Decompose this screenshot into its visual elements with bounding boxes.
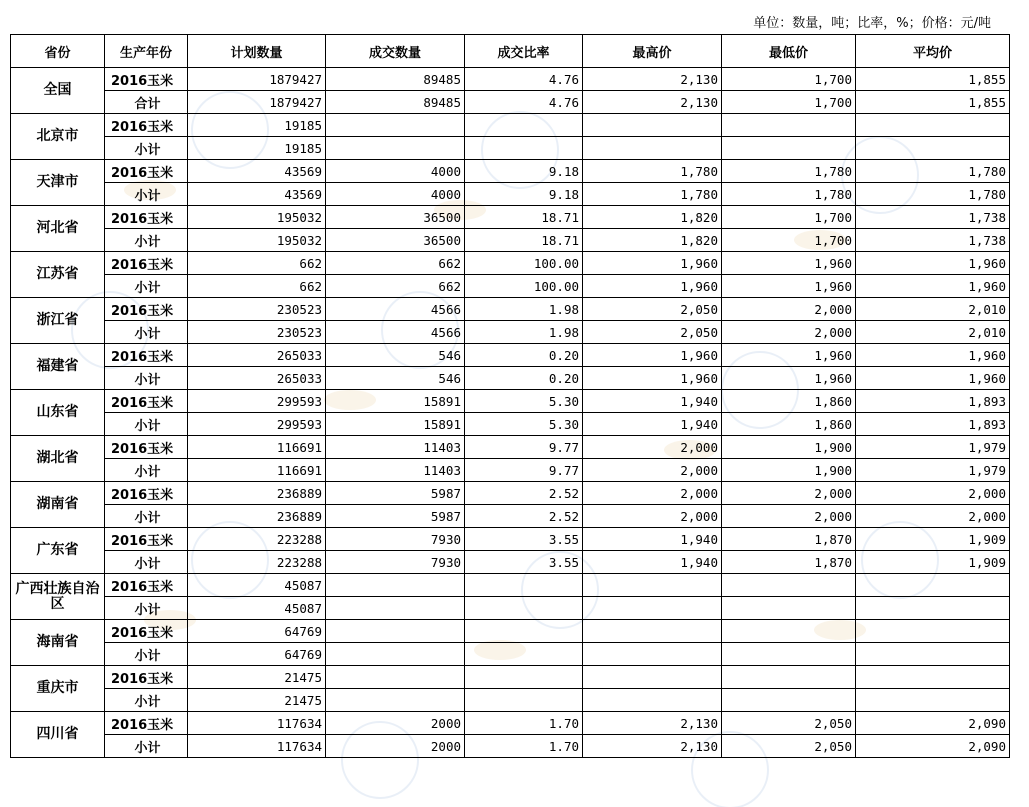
value-cell: 3.55	[465, 528, 583, 551]
value-cell: 1,780	[722, 160, 856, 183]
header-planned: 计划数量	[188, 35, 326, 68]
value-cell: 236889	[188, 482, 326, 505]
value-cell: 19185	[188, 137, 326, 160]
value-cell	[856, 597, 1010, 620]
value-cell: 1,979	[856, 436, 1010, 459]
value-cell	[326, 689, 465, 712]
year-cell: 2016玉米	[105, 574, 188, 597]
table-row	[11, 620, 1010, 643]
year-cell: 小计	[105, 459, 188, 482]
year-cell: 2016玉米	[105, 114, 188, 137]
value-cell: 1,979	[856, 459, 1010, 482]
value-cell: 2,130	[583, 68, 722, 91]
year-cell: 2016玉米	[105, 390, 188, 413]
value-cell: 2.52	[465, 482, 583, 505]
value-cell: 1.98	[465, 298, 583, 321]
province-cell: 四川省	[11, 712, 105, 758]
value-cell: 1,738	[856, 206, 1010, 229]
year-cell: 小计	[105, 505, 188, 528]
value-cell: 1,780	[856, 160, 1010, 183]
value-cell: 662	[326, 252, 465, 275]
value-cell: 1,960	[856, 252, 1010, 275]
header-traded: 成交数量	[326, 35, 465, 68]
value-cell: 2,000	[856, 482, 1010, 505]
value-cell: 1,960	[722, 252, 856, 275]
value-cell	[583, 643, 722, 666]
value-cell	[722, 574, 856, 597]
value-cell: 1,820	[583, 229, 722, 252]
value-cell: 1879427	[188, 91, 326, 114]
value-cell: 89485	[326, 68, 465, 91]
value-cell	[326, 574, 465, 597]
value-cell: 21475	[188, 666, 326, 689]
value-cell: 45087	[188, 597, 326, 620]
year-cell: 小计	[105, 229, 188, 252]
value-cell: 1,960	[583, 275, 722, 298]
value-cell	[856, 574, 1010, 597]
value-cell	[722, 620, 856, 643]
province-cell: 海南省	[11, 620, 105, 666]
year-cell: 小计	[105, 275, 188, 298]
province-cell: 河北省	[11, 206, 105, 252]
value-cell	[465, 137, 583, 160]
value-cell	[722, 137, 856, 160]
value-cell: 1,900	[722, 436, 856, 459]
value-cell: 2,130	[583, 712, 722, 735]
value-cell: 1,780	[583, 183, 722, 206]
value-cell: 0.20	[465, 367, 583, 390]
year-cell: 2016玉米	[105, 482, 188, 505]
value-cell	[856, 666, 1010, 689]
value-cell: 299593	[188, 413, 326, 436]
value-cell	[465, 643, 583, 666]
value-cell: 1,960	[583, 252, 722, 275]
value-cell: 9.77	[465, 436, 583, 459]
year-cell: 2016玉米	[105, 68, 188, 91]
value-cell: 1879427	[188, 68, 326, 91]
value-cell: 4.76	[465, 68, 583, 91]
value-cell	[583, 689, 722, 712]
value-cell: 3.55	[465, 551, 583, 574]
value-cell	[583, 114, 722, 137]
value-cell: 1,960	[722, 344, 856, 367]
header-avg-price: 平均价	[856, 35, 1010, 68]
header-ratio: 成交比率	[465, 35, 583, 68]
value-cell: 1,940	[583, 551, 722, 574]
value-cell: 2,050	[722, 712, 856, 735]
table-row	[11, 321, 1010, 344]
table-row	[11, 275, 1010, 298]
value-cell: 2,130	[583, 91, 722, 114]
value-cell: 1,738	[856, 229, 1010, 252]
value-cell: 2,000	[583, 505, 722, 528]
value-cell: 236889	[188, 505, 326, 528]
value-cell	[465, 574, 583, 597]
value-cell: 1,870	[722, 551, 856, 574]
header-max-price: 最高价	[583, 35, 722, 68]
province-cell: 福建省	[11, 344, 105, 390]
value-cell	[326, 137, 465, 160]
value-cell: 195032	[188, 229, 326, 252]
header-province: 省份	[11, 35, 105, 68]
value-cell	[856, 114, 1010, 137]
value-cell: 9.77	[465, 459, 583, 482]
value-cell: 1,700	[722, 206, 856, 229]
value-cell: 5987	[326, 482, 465, 505]
value-cell: 15891	[326, 390, 465, 413]
table-row	[11, 68, 1010, 91]
table-row	[11, 413, 1010, 436]
value-cell: 15891	[326, 413, 465, 436]
value-cell: 1,960	[856, 344, 1010, 367]
value-cell: 2,010	[856, 298, 1010, 321]
table-row	[11, 459, 1010, 482]
year-cell: 2016玉米	[105, 298, 188, 321]
value-cell: 2,000	[722, 321, 856, 344]
value-cell: 2,000	[722, 505, 856, 528]
value-cell: 1,940	[583, 413, 722, 436]
year-cell: 2016玉米	[105, 436, 188, 459]
value-cell: 45087	[188, 574, 326, 597]
value-cell: 100.00	[465, 252, 583, 275]
header-row	[11, 35, 1010, 68]
value-cell: 18.71	[465, 206, 583, 229]
year-cell: 2016玉米	[105, 206, 188, 229]
value-cell: 1,909	[856, 528, 1010, 551]
table-row	[11, 114, 1010, 137]
province-cell: 湖北省	[11, 436, 105, 482]
value-cell: 1,855	[856, 68, 1010, 91]
year-cell: 小计	[105, 321, 188, 344]
value-cell	[722, 643, 856, 666]
province-cell: 江苏省	[11, 252, 105, 298]
table-row	[11, 390, 1010, 413]
value-cell: 1,960	[583, 367, 722, 390]
province-cell: 山东省	[11, 390, 105, 436]
year-cell: 2016玉米	[105, 160, 188, 183]
value-cell	[583, 574, 722, 597]
value-cell: 36500	[326, 206, 465, 229]
table-row	[11, 298, 1010, 321]
value-cell: 195032	[188, 206, 326, 229]
value-cell: 1,780	[856, 183, 1010, 206]
year-cell: 小计	[105, 643, 188, 666]
value-cell: 1,820	[583, 206, 722, 229]
value-cell: 2,000	[583, 436, 722, 459]
value-cell: 5.30	[465, 413, 583, 436]
year-cell: 小计	[105, 597, 188, 620]
year-cell: 2016玉米	[105, 620, 188, 643]
value-cell: 4566	[326, 298, 465, 321]
value-cell: 1,893	[856, 413, 1010, 436]
value-cell: 1,855	[856, 91, 1010, 114]
value-cell: 1.98	[465, 321, 583, 344]
value-cell: 2,000	[583, 459, 722, 482]
value-cell	[856, 620, 1010, 643]
province-cell: 全国	[11, 68, 105, 114]
value-cell	[583, 666, 722, 689]
value-cell: 1.70	[465, 712, 583, 735]
value-cell	[326, 620, 465, 643]
value-cell	[722, 666, 856, 689]
table-row	[11, 367, 1010, 390]
value-cell: 100.00	[465, 275, 583, 298]
value-cell: 2000	[326, 735, 465, 758]
table-row	[11, 91, 1010, 114]
year-cell: 小计	[105, 551, 188, 574]
value-cell: 2,050	[583, 321, 722, 344]
value-cell: 265033	[188, 367, 326, 390]
value-cell: 7930	[326, 551, 465, 574]
grain-auction-table	[10, 34, 1010, 758]
value-cell: 2000	[326, 712, 465, 735]
province-cell: 湖南省	[11, 482, 105, 528]
value-cell: 43569	[188, 183, 326, 206]
value-cell: 11403	[326, 459, 465, 482]
table-body	[11, 68, 1010, 758]
value-cell: 230523	[188, 298, 326, 321]
value-cell: 64769	[188, 643, 326, 666]
province-cell: 广东省	[11, 528, 105, 574]
value-cell: 1,700	[722, 68, 856, 91]
value-cell: 9.18	[465, 183, 583, 206]
value-cell	[465, 666, 583, 689]
value-cell: 2,050	[722, 735, 856, 758]
year-cell: 2016玉米	[105, 528, 188, 551]
value-cell: 1,860	[722, 390, 856, 413]
table-row	[11, 482, 1010, 505]
value-cell	[722, 114, 856, 137]
value-cell: 2,090	[856, 735, 1010, 758]
value-cell	[326, 643, 465, 666]
value-cell: 1.70	[465, 735, 583, 758]
value-cell: 19185	[188, 114, 326, 137]
value-cell	[856, 689, 1010, 712]
value-cell: 546	[326, 344, 465, 367]
table-row	[11, 436, 1010, 459]
table-row	[11, 344, 1010, 367]
value-cell	[583, 620, 722, 643]
value-cell: 1,940	[583, 528, 722, 551]
value-cell: 36500	[326, 229, 465, 252]
value-cell	[326, 666, 465, 689]
value-cell: 116691	[188, 459, 326, 482]
value-cell: 1,700	[722, 91, 856, 114]
table-row	[11, 597, 1010, 620]
value-cell: 2,050	[583, 298, 722, 321]
value-cell: 1,909	[856, 551, 1010, 574]
value-cell: 4000	[326, 183, 465, 206]
value-cell: 223288	[188, 528, 326, 551]
value-cell	[722, 689, 856, 712]
value-cell: 1,940	[583, 390, 722, 413]
value-cell: 2,000	[583, 482, 722, 505]
value-cell	[326, 597, 465, 620]
value-cell: 2,130	[583, 735, 722, 758]
table-row	[11, 689, 1010, 712]
year-cell: 合计	[105, 91, 188, 114]
value-cell: 1,960	[583, 344, 722, 367]
value-cell: 230523	[188, 321, 326, 344]
year-cell: 小计	[105, 735, 188, 758]
value-cell: 1,960	[722, 275, 856, 298]
year-cell: 2016玉米	[105, 344, 188, 367]
year-cell: 小计	[105, 183, 188, 206]
value-cell: 117634	[188, 735, 326, 758]
table-row	[11, 505, 1010, 528]
value-cell	[722, 597, 856, 620]
value-cell	[326, 114, 465, 137]
value-cell: 4566	[326, 321, 465, 344]
table-row	[11, 229, 1010, 252]
value-cell: 1,960	[722, 367, 856, 390]
year-cell: 小计	[105, 367, 188, 390]
table-row	[11, 137, 1010, 160]
value-cell: 265033	[188, 344, 326, 367]
value-cell: 662	[188, 275, 326, 298]
value-cell: 1,700	[722, 229, 856, 252]
value-cell: 1,870	[722, 528, 856, 551]
header-min-price: 最低价	[722, 35, 856, 68]
value-cell: 1,860	[722, 413, 856, 436]
province-cell: 天津市	[11, 160, 105, 206]
value-cell: 2,000	[856, 505, 1010, 528]
table-row	[11, 574, 1010, 597]
table-row	[11, 528, 1010, 551]
value-cell: 2,000	[722, 298, 856, 321]
value-cell: 223288	[188, 551, 326, 574]
value-cell: 1,780	[722, 183, 856, 206]
value-cell: 2,010	[856, 321, 1010, 344]
table-row	[11, 252, 1010, 275]
value-cell: 18.71	[465, 229, 583, 252]
table-row	[11, 206, 1010, 229]
value-cell: 0.20	[465, 344, 583, 367]
year-cell: 小计	[105, 689, 188, 712]
year-cell: 2016玉米	[105, 666, 188, 689]
value-cell: 64769	[188, 620, 326, 643]
value-cell	[583, 137, 722, 160]
value-cell: 1,893	[856, 390, 1010, 413]
province-cell: 重庆市	[11, 666, 105, 712]
value-cell: 546	[326, 367, 465, 390]
value-cell	[465, 114, 583, 137]
table-row	[11, 666, 1010, 689]
table-row	[11, 160, 1010, 183]
header-year: 生产年份	[105, 35, 188, 68]
value-cell: 43569	[188, 160, 326, 183]
year-cell: 小计	[105, 413, 188, 436]
province-cell: 北京市	[11, 114, 105, 160]
value-cell: 2,090	[856, 712, 1010, 735]
province-cell: 广西壮族自治区	[11, 574, 105, 620]
value-cell	[465, 597, 583, 620]
value-cell	[583, 597, 722, 620]
value-cell: 4000	[326, 160, 465, 183]
unit-note: 单位：数量，吨；比率，%；价格：元/吨	[753, 16, 991, 31]
value-cell: 1,900	[722, 459, 856, 482]
value-cell: 5987	[326, 505, 465, 528]
table-row	[11, 735, 1010, 758]
year-cell: 2016玉米	[105, 252, 188, 275]
value-cell: 7930	[326, 528, 465, 551]
table-row	[11, 643, 1010, 666]
value-cell: 2,000	[722, 482, 856, 505]
value-cell: 5.30	[465, 390, 583, 413]
value-cell: 1,960	[856, 275, 1010, 298]
value-cell: 1,960	[856, 367, 1010, 390]
value-cell: 21475	[188, 689, 326, 712]
value-cell	[465, 620, 583, 643]
table-row	[11, 551, 1010, 574]
value-cell	[465, 689, 583, 712]
value-cell: 117634	[188, 712, 326, 735]
value-cell: 299593	[188, 390, 326, 413]
table-row	[11, 712, 1010, 735]
value-cell: 116691	[188, 436, 326, 459]
value-cell	[856, 643, 1010, 666]
value-cell: 11403	[326, 436, 465, 459]
province-cell: 浙江省	[11, 298, 105, 344]
value-cell: 662	[188, 252, 326, 275]
value-cell: 1,780	[583, 160, 722, 183]
value-cell: 4.76	[465, 91, 583, 114]
table-row	[11, 183, 1010, 206]
value-cell: 2.52	[465, 505, 583, 528]
value-cell: 89485	[326, 91, 465, 114]
value-cell: 662	[326, 275, 465, 298]
value-cell: 9.18	[465, 160, 583, 183]
year-cell: 小计	[105, 137, 188, 160]
year-cell: 2016玉米	[105, 712, 188, 735]
value-cell	[856, 137, 1010, 160]
